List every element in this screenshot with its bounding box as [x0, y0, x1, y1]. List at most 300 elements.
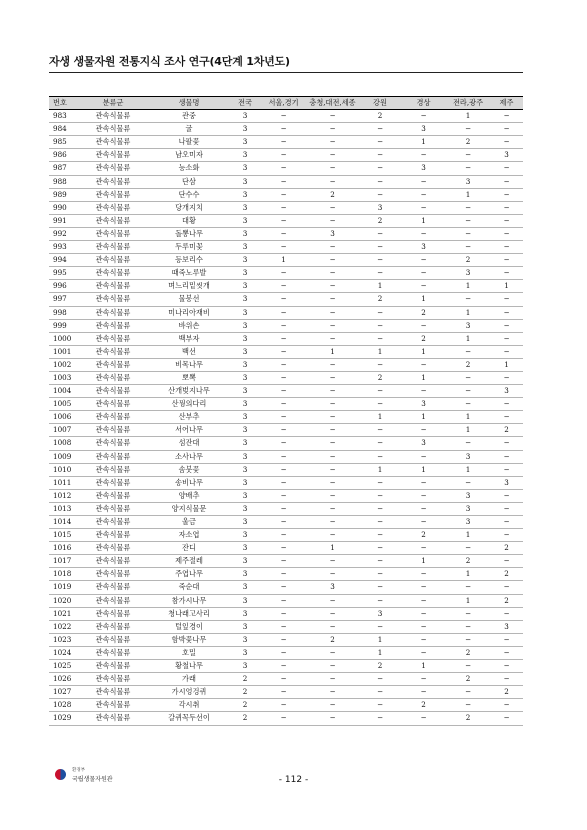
table-cell: 산꿩의다리 — [171, 399, 207, 409]
table-cell: 2 — [377, 372, 383, 382]
table-cell: 갈퀴꼭두선이 — [168, 713, 210, 723]
table-cell: 청나래고사리 — [168, 608, 210, 618]
table-cell: 관속식물류 — [95, 242, 131, 252]
table-cell: − — [280, 215, 287, 225]
table-cell: − — [464, 150, 472, 160]
table-cell: − — [329, 215, 336, 225]
table-cell: − — [329, 255, 336, 265]
table-cell: 1 — [421, 556, 426, 566]
table-cell: − — [280, 438, 287, 448]
table-cell: 관속식물류 — [95, 228, 131, 238]
table-cell: 1 — [377, 346, 383, 356]
table-cell: − — [329, 530, 336, 540]
table-cell: 1002 — [53, 359, 72, 369]
table-cell: − — [420, 647, 427, 657]
table-cell: 산개벚지나무 — [168, 386, 210, 396]
table-cell: − — [376, 189, 384, 199]
table-cell: − — [420, 543, 427, 553]
table-cell: 1029 — [53, 713, 72, 723]
table-cell: 1 — [504, 359, 509, 369]
table-cell: − — [420, 582, 427, 592]
table-cell: 3 — [242, 346, 248, 356]
column-header: 충청,대전,세종 — [309, 98, 356, 107]
table-row — [49, 476, 523, 489]
table-cell: − — [464, 634, 472, 644]
table-cell: 3 — [242, 228, 248, 238]
table-cell: − — [376, 490, 384, 500]
table-cell: 관속식물류 — [95, 477, 131, 487]
table-cell: 3 — [421, 399, 426, 409]
table-cell: 1007 — [53, 425, 72, 435]
table-cell: 관속식물류 — [95, 268, 131, 278]
table-row — [49, 358, 523, 371]
table-row — [49, 398, 523, 411]
table-cell: − — [280, 294, 287, 304]
table-cell: 3 — [242, 215, 248, 225]
table-cell: − — [376, 163, 384, 173]
table-cell: − — [329, 477, 336, 487]
table-cell: − — [329, 281, 336, 291]
table-cell: − — [329, 412, 336, 422]
table-cell: 관속식물류 — [95, 333, 131, 343]
table-cell: − — [329, 124, 336, 134]
table-cell: − — [376, 255, 384, 265]
table-cell: − — [280, 713, 287, 723]
table-cell: 2 — [421, 307, 426, 317]
table-cell: − — [329, 647, 336, 657]
table-cell: − — [464, 124, 472, 134]
table-cell: − — [280, 595, 287, 605]
table-cell: 제주절레 — [175, 556, 203, 566]
table-cell: 998 — [53, 307, 67, 317]
table-cell: 3 — [421, 163, 426, 173]
table-cell: − — [280, 490, 287, 500]
table-row — [49, 162, 523, 175]
table-cell: 관속식물류 — [95, 556, 131, 566]
table-cell: − — [420, 569, 427, 579]
table-cell: 3 — [242, 137, 248, 147]
table-cell: 관속식물류 — [95, 124, 131, 134]
column-header: 분류군 — [102, 98, 124, 107]
table-cell: 1 — [465, 425, 471, 435]
table-cell: 3 — [242, 268, 248, 278]
table-cell: 단삼 — [182, 176, 196, 186]
table-cell: 1005 — [53, 399, 72, 409]
table-cell: 2 — [242, 713, 248, 723]
footer-ministry-label: 환경부 — [72, 768, 86, 773]
table-cell: − — [376, 425, 384, 435]
table-row — [49, 581, 523, 594]
table-cell: − — [420, 713, 427, 723]
table-cell: − — [420, 359, 427, 369]
table-cell: − — [503, 124, 510, 134]
table-cell: − — [280, 124, 287, 134]
table-cell: 관속식물류 — [95, 608, 131, 618]
table-cell: 3 — [242, 163, 248, 173]
table-cell: − — [280, 503, 287, 513]
table-row — [49, 673, 523, 686]
table-cell: 1 — [465, 412, 471, 422]
table-cell: − — [280, 189, 287, 199]
table-cell: − — [329, 372, 336, 382]
table-row — [49, 241, 523, 254]
table-cell: 1 — [330, 543, 335, 553]
table-cell: 1 — [465, 333, 471, 343]
table-cell: 3 — [465, 176, 471, 186]
table-cell: − — [420, 595, 427, 605]
table-cell: 1014 — [53, 517, 72, 526]
column-header: 번호 — [53, 98, 67, 107]
table-cell: − — [464, 661, 472, 671]
table-cell: − — [280, 687, 287, 697]
table-cell: 1018 — [53, 569, 72, 579]
table-cell: 3 — [242, 569, 248, 579]
table-cell: 관속식물류 — [95, 438, 131, 448]
table-cell: 1 — [377, 634, 383, 644]
table-cell: 3 — [242, 320, 248, 330]
table-cell: 1 — [377, 647, 383, 657]
table-cell: − — [464, 346, 472, 356]
table-cell: 1 — [421, 346, 426, 356]
table-cell: − — [329, 163, 336, 173]
table-row — [49, 123, 523, 136]
column-header: 강원 — [373, 98, 387, 107]
table-cell: 2 — [377, 111, 383, 121]
table-cell: − — [329, 307, 336, 317]
table-cell: − — [464, 294, 472, 304]
table-cell: 3 — [242, 556, 248, 566]
table-cell: − — [376, 150, 384, 160]
table-cell: 소사나무 — [175, 451, 203, 461]
table-cell: − — [280, 569, 287, 579]
table-cell: 남오미자 — [175, 150, 203, 160]
table-row — [49, 555, 523, 568]
table-cell: − — [420, 687, 427, 697]
table-cell: 1010 — [53, 464, 72, 474]
table-cell: 관속식물류 — [95, 582, 131, 592]
table-row — [49, 529, 523, 542]
table-cell: 관속식물류 — [95, 386, 131, 396]
table-cell: − — [503, 255, 510, 265]
page-title: 자생 생물자원 전통지식 조사 연구(4단계 1차년도) — [49, 55, 290, 68]
table-cell: 뽀뽁 — [182, 372, 196, 382]
table-cell: − — [464, 621, 472, 631]
table-cell: 2 — [421, 530, 426, 540]
table-cell: 3 — [242, 608, 248, 618]
table-row — [49, 699, 523, 712]
table-cell: 3 — [504, 386, 509, 396]
table-cell: − — [329, 202, 336, 212]
table-cell: 돌뽕나무 — [175, 228, 203, 238]
table-cell: 송비나무 — [175, 477, 203, 487]
table-cell: 3 — [465, 268, 471, 278]
table-cell: 3 — [421, 242, 426, 252]
table-cell: 3 — [242, 621, 248, 631]
table-cell: − — [329, 111, 336, 121]
table-cell: 2 — [465, 556, 471, 566]
table-cell: − — [329, 464, 336, 474]
table-cell: 관속식물류 — [95, 661, 131, 671]
table-cell: − — [503, 634, 510, 644]
table-cell: − — [503, 451, 510, 461]
table-cell: 관속식물류 — [95, 687, 131, 697]
table-row — [49, 424, 523, 437]
table-cell: 백선 — [182, 346, 196, 356]
table-cell: − — [329, 661, 336, 671]
species-table — [49, 96, 523, 726]
table-cell: 단수수 — [178, 189, 200, 199]
title-divider — [49, 72, 523, 73]
table-cell: − — [280, 412, 287, 422]
table-cell: − — [280, 700, 287, 710]
table-cell: 3 — [242, 412, 248, 422]
table-cell: − — [420, 503, 427, 513]
table-cell: 1 — [421, 661, 426, 671]
table-cell: − — [376, 543, 384, 553]
table-row — [49, 516, 523, 529]
species-table-container — [49, 96, 523, 726]
table-cell: − — [280, 530, 287, 540]
table-cell: − — [329, 333, 336, 343]
table-cell: − — [503, 242, 510, 252]
table-cell: 1 — [504, 281, 509, 291]
table-cell: 993 — [53, 242, 67, 252]
table-cell: 2 — [465, 647, 471, 657]
table-row — [49, 332, 523, 345]
table-cell: − — [376, 399, 384, 409]
table-cell: − — [420, 634, 427, 644]
table-cell: − — [329, 608, 336, 618]
table-cell: 관속식물류 — [95, 647, 131, 657]
table-cell: − — [376, 530, 384, 540]
table-cell: 1028 — [53, 700, 72, 710]
table-cell: 관속식물류 — [95, 490, 131, 500]
table-row — [49, 502, 523, 515]
table-cell: 3 — [242, 517, 248, 526]
table-cell: − — [420, 386, 427, 396]
table-row — [49, 660, 523, 673]
table-cell: 2 — [465, 359, 471, 369]
table-cell: 등보리수 — [175, 255, 203, 265]
table-cell: 3 — [421, 438, 426, 448]
table-cell: 3 — [242, 255, 248, 265]
table-cell: 3 — [242, 464, 248, 474]
table-cell: 1008 — [53, 438, 72, 448]
table-cell: 귤 — [185, 124, 193, 134]
table-cell: 3 — [242, 451, 248, 461]
table-cell: 2 — [465, 674, 471, 684]
table-cell: 989 — [53, 189, 67, 199]
table-row — [49, 306, 523, 319]
table-cell: 관속식물류 — [95, 176, 131, 186]
table-row — [49, 371, 523, 384]
table-cell: 3 — [242, 176, 248, 186]
table-cell: − — [464, 163, 472, 173]
table-cell: 자소엽 — [178, 530, 200, 540]
table-cell: 털잎경이 — [175, 621, 203, 631]
table-cell: − — [329, 320, 336, 330]
table-cell: 1003 — [53, 372, 72, 382]
table-cell: 1 — [421, 412, 426, 422]
table-cell: − — [280, 674, 287, 684]
table-cell: 호밀 — [182, 647, 196, 657]
table-cell: − — [376, 438, 384, 448]
table-cell: 3 — [330, 582, 335, 592]
table-row — [49, 607, 523, 620]
table-cell: 3 — [242, 307, 248, 317]
table-cell: − — [280, 359, 287, 369]
table-cell: − — [376, 517, 384, 526]
table-cell: − — [420, 451, 427, 461]
table-cell: 함박꽃나무 — [171, 634, 207, 644]
table-cell: 987 — [53, 163, 67, 173]
table-cell: 관속식물류 — [95, 543, 131, 553]
table-cell: 1023 — [53, 634, 72, 644]
table-cell: 3 — [242, 490, 248, 500]
table-cell: 관속식물류 — [95, 713, 131, 723]
table-cell: − — [503, 582, 510, 592]
table-cell: 2 — [377, 294, 383, 304]
table-cell: − — [329, 713, 336, 723]
table-cell: 관속식물류 — [95, 215, 131, 225]
table-row — [49, 214, 523, 227]
table-cell: 관속식물류 — [95, 281, 131, 291]
table-cell: − — [376, 595, 384, 605]
table-cell: − — [420, 477, 427, 487]
table-cell: 992 — [53, 228, 67, 238]
table-cell: 2 — [504, 425, 509, 435]
table-cell: − — [464, 687, 472, 697]
table-cell: − — [329, 451, 336, 461]
table-cell: − — [280, 451, 287, 461]
table-cell: 두루미꽃 — [175, 242, 203, 252]
table-cell: − — [329, 490, 336, 500]
table-cell: − — [420, 189, 427, 199]
table-cell: 관속식물류 — [95, 412, 131, 422]
table-cell: 1 — [465, 307, 471, 317]
table-cell: 1026 — [53, 674, 72, 684]
table-cell: 관속식물류 — [95, 150, 131, 160]
table-cell: − — [329, 359, 336, 369]
table-cell: − — [376, 228, 384, 238]
table-cell: 3 — [465, 320, 471, 330]
table-cell: 2 — [465, 255, 471, 265]
table-row — [49, 646, 523, 659]
table-cell: 1011 — [53, 477, 72, 487]
table-cell: − — [503, 661, 510, 671]
table-cell: − — [464, 700, 472, 710]
table-row — [49, 227, 523, 240]
table-cell: 1 — [465, 189, 471, 199]
table-cell: 3 — [242, 399, 248, 409]
table-cell: − — [376, 176, 384, 186]
table-cell: 3 — [242, 386, 248, 396]
table-row — [49, 620, 523, 633]
table-cell: − — [503, 163, 510, 173]
table-row — [49, 280, 523, 293]
table-cell: 3 — [242, 111, 248, 121]
table-cell: − — [420, 150, 427, 160]
table-cell: 1 — [465, 281, 471, 291]
table-cell: 죽순대 — [178, 582, 200, 592]
table-row — [49, 542, 523, 555]
table-cell: − — [503, 333, 510, 343]
table-row — [49, 489, 523, 502]
table-cell: − — [280, 477, 287, 487]
table-cell: − — [464, 202, 472, 212]
table-cell: − — [503, 189, 510, 199]
table-cell: 1000 — [53, 333, 72, 343]
table-cell: 1 — [281, 255, 286, 265]
table-row — [49, 450, 523, 463]
table-cell: − — [376, 242, 384, 252]
table-cell: − — [420, 176, 427, 186]
table-cell: 1006 — [53, 412, 72, 422]
table-cell: − — [329, 687, 336, 697]
table-row — [49, 149, 523, 162]
table-cell: 능소화 — [178, 163, 200, 173]
table-cell: − — [329, 556, 336, 566]
table-cell: − — [420, 281, 427, 291]
table-cell: 관속식물류 — [95, 700, 131, 710]
table-cell: 관속식물류 — [95, 451, 131, 461]
table-cell: 3 — [465, 451, 471, 461]
table-cell: 물봉선 — [178, 294, 200, 304]
table-cell: − — [420, 228, 427, 238]
table-cell: − — [376, 268, 384, 278]
table-cell: − — [503, 215, 510, 225]
column-header: 전국 — [238, 98, 252, 107]
table-cell: − — [376, 582, 384, 592]
table-cell: − — [376, 124, 384, 134]
table-cell: 3 — [504, 621, 509, 631]
table-cell: 각시취 — [178, 700, 200, 710]
table-cell: − — [376, 713, 384, 723]
table-row — [49, 188, 523, 201]
table-row — [49, 686, 523, 699]
table-cell: 3 — [242, 438, 248, 448]
table-cell: − — [376, 137, 384, 147]
table-cell: 관속식물류 — [95, 530, 131, 540]
table-cell: − — [503, 372, 510, 382]
table-cell: 986 — [53, 150, 67, 160]
table-body — [49, 110, 523, 725]
table-cell: − — [464, 372, 472, 382]
table-cell: 관속식물류 — [95, 517, 131, 526]
table-cell: 관속식물류 — [95, 294, 131, 304]
table-cell: − — [503, 268, 510, 278]
table-cell: 관속식물류 — [95, 111, 131, 121]
table-row — [49, 319, 523, 332]
table-row — [49, 712, 523, 725]
table-cell: − — [420, 268, 427, 278]
table-cell: 2 — [504, 569, 509, 579]
table-cell: 3 — [242, 242, 248, 252]
table-cell: − — [420, 674, 427, 684]
header-row — [49, 97, 523, 110]
table-cell: − — [376, 451, 384, 461]
table-cell: 3 — [421, 124, 426, 134]
table-cell: − — [376, 687, 384, 697]
column-header: 경상 — [416, 98, 431, 107]
table-cell: − — [329, 438, 336, 448]
table-cell: 1 — [421, 215, 426, 225]
table-cell: − — [503, 464, 510, 474]
table-header — [49, 97, 523, 110]
table-cell: − — [280, 661, 287, 671]
table-row — [49, 568, 523, 581]
table-row — [49, 293, 523, 306]
